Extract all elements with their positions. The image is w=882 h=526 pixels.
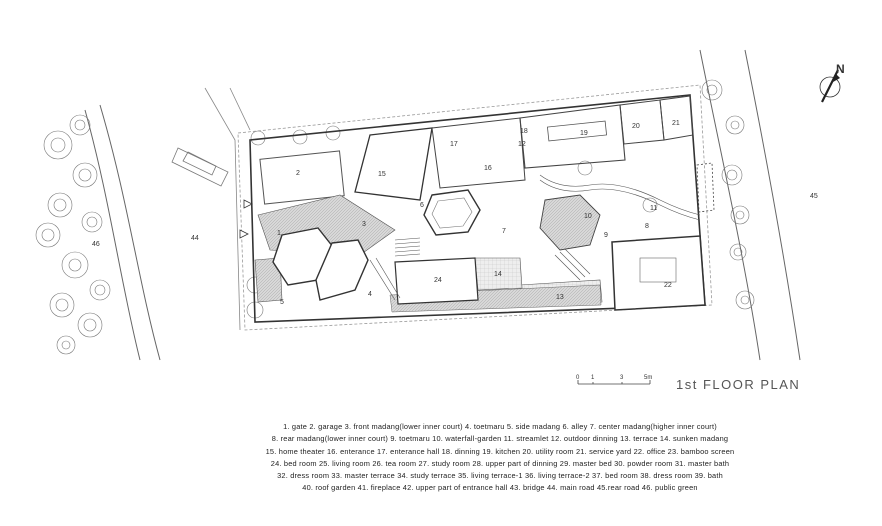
room-number: 6 xyxy=(420,202,424,209)
room-number: 13 xyxy=(556,294,564,301)
room-number: 19 xyxy=(580,130,588,137)
room-number: 4 xyxy=(368,291,372,298)
room-number: 5 xyxy=(280,299,284,306)
room-number: 12 xyxy=(518,141,526,148)
legend-line: 15. home theater 16. enterance 17. enterance hall 18. dinning 19. kitchen 20. utility room 21. service yard 22. office 23. bamboo screen xyxy=(265,446,735,456)
entrance-hall-block xyxy=(432,118,525,188)
north-arrow xyxy=(820,62,845,102)
gate-markers xyxy=(240,200,252,238)
room-number: 8 xyxy=(645,223,649,230)
waterfall-garden xyxy=(540,195,600,250)
public-green-road-lines xyxy=(85,105,160,360)
room-number: 22 xyxy=(664,282,672,289)
room-number: 18 xyxy=(520,128,528,135)
room-number: 14 xyxy=(494,271,502,278)
legend-line: 24. bed room 25. living room 26. tea room 27. study room 28. upper part of dinning 29. master bed 30. powder room 31. master bath xyxy=(270,458,730,468)
utility-block xyxy=(620,100,664,144)
room-number: 3 xyxy=(362,221,366,228)
legend-line: 1. gate 2. garage 3. front madang(lower inner court) 4. toetmaru 5. side madang 6. alley 7. center madang(higher inner court) xyxy=(283,422,717,431)
car-outline xyxy=(172,148,228,186)
room-legend xyxy=(120,421,880,495)
room-number: 9 xyxy=(604,232,608,239)
room-number: 7 xyxy=(502,228,506,235)
kitchen-block xyxy=(520,105,625,168)
home-theater xyxy=(355,128,432,200)
room-number: 17 xyxy=(450,141,458,148)
legend-line: 32. dress room 33. master terrace 34. study terrace 35. living terrace-1 36. living terrace-2 37. bed room 38. dress room 39. bath xyxy=(277,471,723,481)
room-number: 10 xyxy=(584,213,592,220)
room-number: 11 xyxy=(650,205,658,212)
room-number: 45 xyxy=(810,193,818,200)
room-number: 16 xyxy=(484,165,492,172)
scale-tick: 5m xyxy=(644,375,653,381)
scale-tick: 0 xyxy=(576,375,580,381)
plan-title: 1st FLOOR PLAN xyxy=(676,377,801,392)
scale-tick: 1 xyxy=(591,375,595,381)
room-number: 1 xyxy=(277,230,281,237)
kitchen-island xyxy=(547,121,606,141)
main-road-lines xyxy=(205,88,250,330)
service-yard xyxy=(660,96,693,140)
north-label: N xyxy=(836,62,845,76)
scale-tick: 3 xyxy=(620,375,624,381)
room-number: 15 xyxy=(378,171,386,178)
garage-box xyxy=(260,151,344,204)
scale-bar xyxy=(578,380,650,384)
room-number: 20 xyxy=(632,123,640,130)
office-room xyxy=(612,236,705,310)
legend-line: 40. roof garden 41. fireplace 42. upper part of entrance hall 43. bridge 44. main road 45.rear road 46. public green xyxy=(302,483,698,493)
rear-road-lines xyxy=(700,50,800,360)
legend-line: 8. rear madang(lower inner court) 9. toetmaru 10. waterfall-garden 11. streamlet 12. outdoor dinning 13. terrace 14. sunken madang xyxy=(271,434,729,444)
room-number: 21 xyxy=(672,120,680,127)
room-number: 44 xyxy=(191,235,199,242)
room-number: 46 xyxy=(92,241,100,248)
room-number: 24 xyxy=(434,277,442,284)
room-number: 2 xyxy=(296,170,300,177)
